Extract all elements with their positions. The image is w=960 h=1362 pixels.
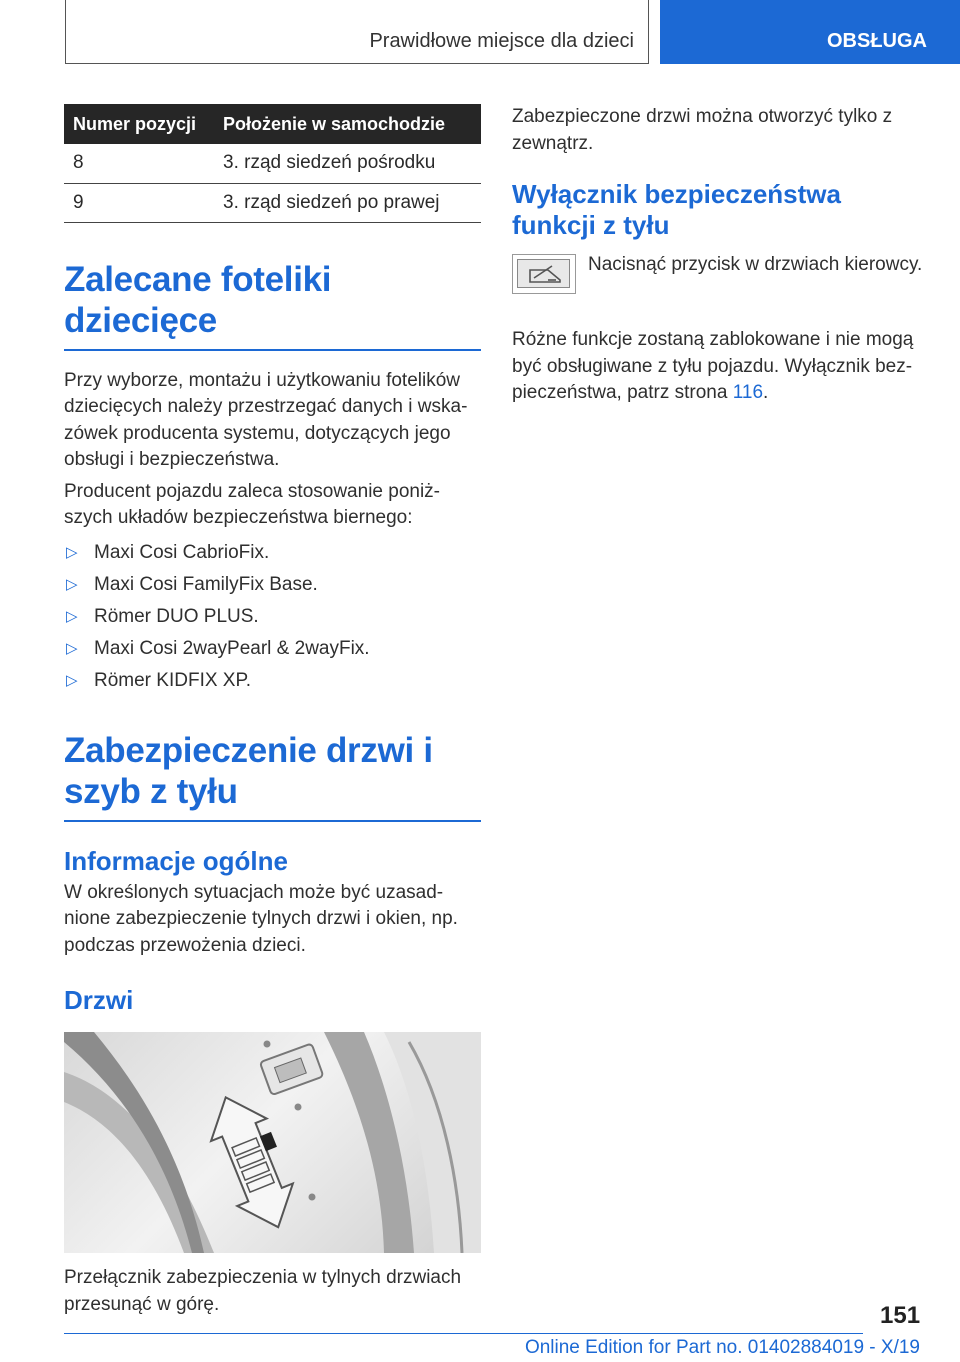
list-item: ▷ Römer KIDFIX XP. bbox=[64, 668, 481, 694]
seats-heading: Zalecane foteliki dziecięce bbox=[64, 259, 481, 351]
header-chapter-box bbox=[65, 0, 649, 64]
list-item: ▷ Maxi Cosi CabrioFix. bbox=[64, 540, 481, 566]
list-item: ▷ Römer DUO PLUS. bbox=[64, 604, 481, 630]
table-header-location: Położenie w samochodzie bbox=[214, 104, 481, 144]
page-number: 151 bbox=[880, 1302, 921, 1329]
switch-heading: Wyłącznik bezpieczeństwa funkcji z tyłu bbox=[512, 179, 841, 240]
left-column bbox=[64, 104, 481, 1318]
switch-instruction: Nacisnąć przycisk w drzwiach kierowcy. bbox=[588, 254, 923, 275]
general-info-heading: Informacje ogólne bbox=[64, 845, 288, 876]
switch-text: Różne funkcje zostaną zablokowane i nie mogą być obsługiwane z tyłu pojazdu. Wyłącznik bez-pieczeństwa, patrz strona 116. bbox=[512, 329, 914, 403]
lock-heading: Zabezpieczenie drzwi i szyb z tyłu bbox=[64, 730, 481, 822]
photo-caption: Przełącznik zabezpieczenia w tylnych drzwiach przesunąć w górę. bbox=[64, 1267, 462, 1315]
footer-divider bbox=[64, 1333, 863, 1334]
seat-list bbox=[64, 540, 481, 694]
section-tab-label: OBSŁUGA bbox=[827, 30, 927, 52]
footer-edition: Online Edition for Part no. 01402884019 - X/19 bbox=[524, 1337, 920, 1358]
position-table bbox=[64, 104, 481, 223]
table-cell: 3. rząd siedzeń po prawej bbox=[214, 183, 481, 222]
triangle-right-icon: ▷ bbox=[66, 607, 78, 625]
triangle-right-icon: ▷ bbox=[66, 639, 78, 657]
right-column bbox=[512, 104, 930, 407]
table-row bbox=[64, 144, 481, 183]
table-cell: 3. rząd siedzeń pośrodku bbox=[214, 144, 481, 183]
triangle-right-icon: ▷ bbox=[66, 543, 78, 561]
table-header-position-number: Numer pozycji bbox=[64, 104, 214, 144]
door-lock-photo bbox=[64, 1032, 481, 1253]
triangle-right-icon: ▷ bbox=[66, 671, 78, 689]
list-item: ▷ Maxi Cosi FamilyFix Base. bbox=[64, 572, 481, 598]
triangle-right-icon: ▷ bbox=[66, 575, 78, 593]
seats-paragraph-2: Producent pojazdu zaleca stosowanie poniż-szych układów bezpieczeństwa biernego: bbox=[64, 480, 441, 528]
table-cell: 9 bbox=[64, 183, 214, 222]
rear-lock-button-icon bbox=[512, 254, 576, 294]
seats-paragraph-1: Przy wyborze, montażu i użytkowaniu fotelików dziecięcych należy przestrzegać danych i wska-zówek producenta systemu, dotyczących jego obsługi i bezpieczeństwa. bbox=[64, 369, 468, 470]
page-link[interactable]: 116 bbox=[732, 382, 764, 403]
list-item: ▷ Maxi Cosi 2wayPearl & 2wayFix. bbox=[64, 636, 481, 662]
section-tab[interactable] bbox=[660, 0, 960, 64]
general-info-text: W określonych sytuacjach może być uzasad-nione zabezpieczenie tylnych drzwi i okien, np. podczas przewożenia dzieci. bbox=[64, 881, 458, 956]
chapter-title: Prawidłowe miejsce dla dzieci bbox=[369, 30, 634, 52]
table-cell: 8 bbox=[64, 144, 214, 183]
doors-text: Zabezpieczone drzwi można otworzyć tylko z zewnątrz. bbox=[512, 106, 893, 154]
door-lock-illustration bbox=[64, 1032, 481, 1253]
doors-heading: Drzwi bbox=[64, 985, 134, 1015]
table-row bbox=[64, 183, 481, 222]
